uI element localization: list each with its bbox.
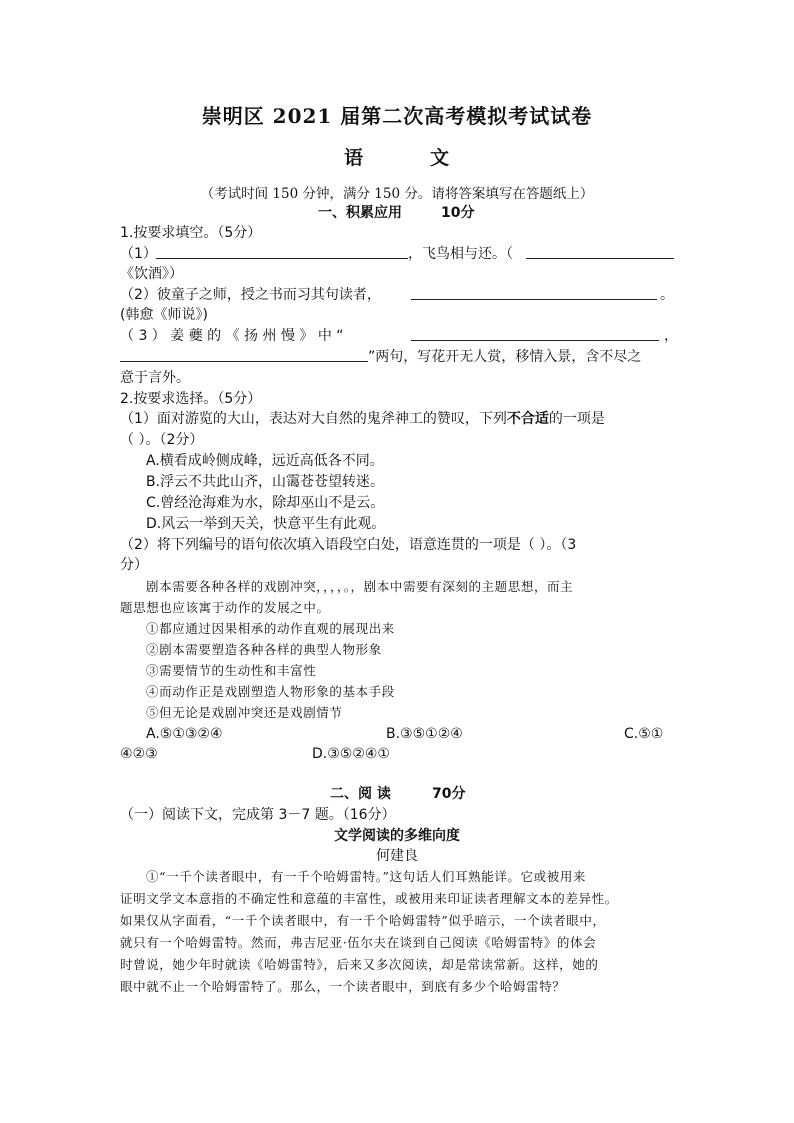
q2-option-c: C.曾经沧海难为水，除却巫山不是云。	[146, 495, 385, 511]
article-para-line-3: 如果仅从字面看，“一千个读者眼中，有一千个哈姆雷特”似乎暗示，一个读者眼中，	[120, 913, 606, 928]
q2-sentence-3: ③需要情节的生动性和丰富性	[146, 663, 317, 678]
q1-item3-comma: ，	[664, 328, 678, 344]
reading-intro: （一）阅读下文，完成第 3－7 题。（16分）	[120, 807, 396, 823]
article-para-line-1: ①“一千个读者眼中，有一千个哈姆雷特。”这句话人们耳熟能详。它或被用来	[146, 869, 587, 884]
q1-item1-number: （1）	[120, 246, 157, 262]
section1-heading: 一、积累应用	[318, 205, 402, 221]
q1-item2-source: (韩愈《师说》)	[120, 307, 208, 323]
q2-sub1-emphasis: 不合适	[506, 411, 549, 427]
q2-choice-b: B.③⑤①②④	[386, 726, 463, 742]
q1-item1-answer-blank-2[interactable]	[526, 244, 674, 259]
q2-choice-a: A.⑤①③②④	[146, 726, 223, 742]
q2-choice-d: D.③⑤②④①	[312, 746, 390, 762]
q2-sentence-5: ⑤但无论是戏剧冲突还是戏剧情节	[146, 705, 343, 720]
exam-title: 崇明区 2021 届第二次高考模拟考试试卷	[201, 104, 593, 128]
q2-option-b: B.浮云不共此山齐，山霭苍苍望转迷。	[146, 474, 385, 490]
exam-instruction: （考试时间 150 分钟，满分 150 分。请将答案填写在答题纸上）	[200, 186, 594, 202]
q2-sub1-text-end: 的一项是	[548, 411, 605, 427]
article-author: 何建良	[376, 848, 418, 864]
q2-sentence-2: ②剧本需要塑造各种各样的典型人物形象	[146, 642, 382, 657]
section2-heading: 二、阅 读	[330, 786, 391, 802]
q2-sentence-1: ①都应通过因果相承的动作直观的展现出来	[146, 621, 395, 636]
q1-item1-verse: ，飞鸟相与还。（	[408, 246, 513, 262]
section2-score: 70分	[432, 786, 466, 802]
q1-item3-description-end: 意于言外。	[120, 370, 190, 386]
q1-stem: 1.按要求填空。（5分）	[120, 225, 262, 241]
q1-item2-text: （2）彼童子之师，授之书而习其句读者，	[120, 287, 381, 303]
subject-char-2: 文	[430, 147, 450, 169]
q1-item1-source: 《饮酒》）	[120, 266, 183, 282]
q2-sub2-line2: 分）	[120, 557, 148, 573]
q2-passage-line2: 题思想也应该寓于动作的发展之中。	[120, 600, 330, 615]
article-para-line-2: 证明文学文本意指的不确定性和意蕴的丰富性，或被用来印证读者理解文本的差异性。	[120, 891, 618, 906]
q1-item2-period: 。	[660, 287, 674, 303]
article-para-line-6: 眼中就不止一个哈姆雷特了。那么，一个读者眼中，到底有多少个哈姆雷特？	[120, 979, 566, 994]
q1-item3-description: ”两句，写花开无人赏，移情入景，含不尽之	[368, 349, 642, 365]
q2-passage-line1: 剧本需要各种各样的戏剧冲突，，，，。，剧本中需要有深刻的主题思想，而主	[146, 579, 574, 594]
article-title: 文学阅读的多维向度	[334, 828, 460, 844]
q2-sentence-4: ④而动作正是戏剧塑造人物形象的基本手段	[146, 684, 395, 699]
q2-option-a: A.横看成岭侧成峰，远近高低各不同。	[146, 453, 384, 469]
q2-sub1-text: （1）面对游览的大山，表达对大自然的鬼斧神工的赞叹，下列	[120, 411, 507, 427]
q2-choice-c-continued: ④②③	[120, 746, 158, 762]
q1-item3-answer-blank-1[interactable]	[411, 326, 659, 341]
section1-score: 10分	[441, 205, 475, 221]
q1-item1-answer-blank-1[interactable]	[156, 244, 408, 259]
q2-option-d: D.风云一举到天关，快意平生有此观。	[146, 516, 386, 532]
article-para-line-5: 时曾说，她少年时就读《哈姆雷特》，后来又多次阅读，却是常读常新。这样，她的	[120, 957, 599, 972]
q2-stem: 2.按要求选择。（5分）	[120, 391, 262, 407]
q2-sub2-line1: （2）将下列编号的语句依次填入语段空白处，语意连贯的一项是（ ）。（3	[120, 537, 577, 553]
q2-sub1-line1	[120, 409, 605, 429]
q1-item3-answer-blank-2[interactable]	[120, 347, 368, 362]
q2-choice-c: C.⑤①	[624, 726, 664, 742]
q2-sub1-answer-line: （ ）。（2分）	[120, 432, 204, 448]
q1-item2-answer-blank[interactable]	[411, 285, 657, 300]
article-para-line-4: 就只有一个哈姆雷特。然而，弗吉尼亚·伍尔夫在谈到自己阅读《哈姆雷特》的体会	[120, 935, 597, 950]
q1-item3-text: （ 3 ） 姜 夔 的 《 扬 州 慢 》 中 “	[120, 328, 344, 344]
subject-char-1: 语	[344, 147, 364, 169]
